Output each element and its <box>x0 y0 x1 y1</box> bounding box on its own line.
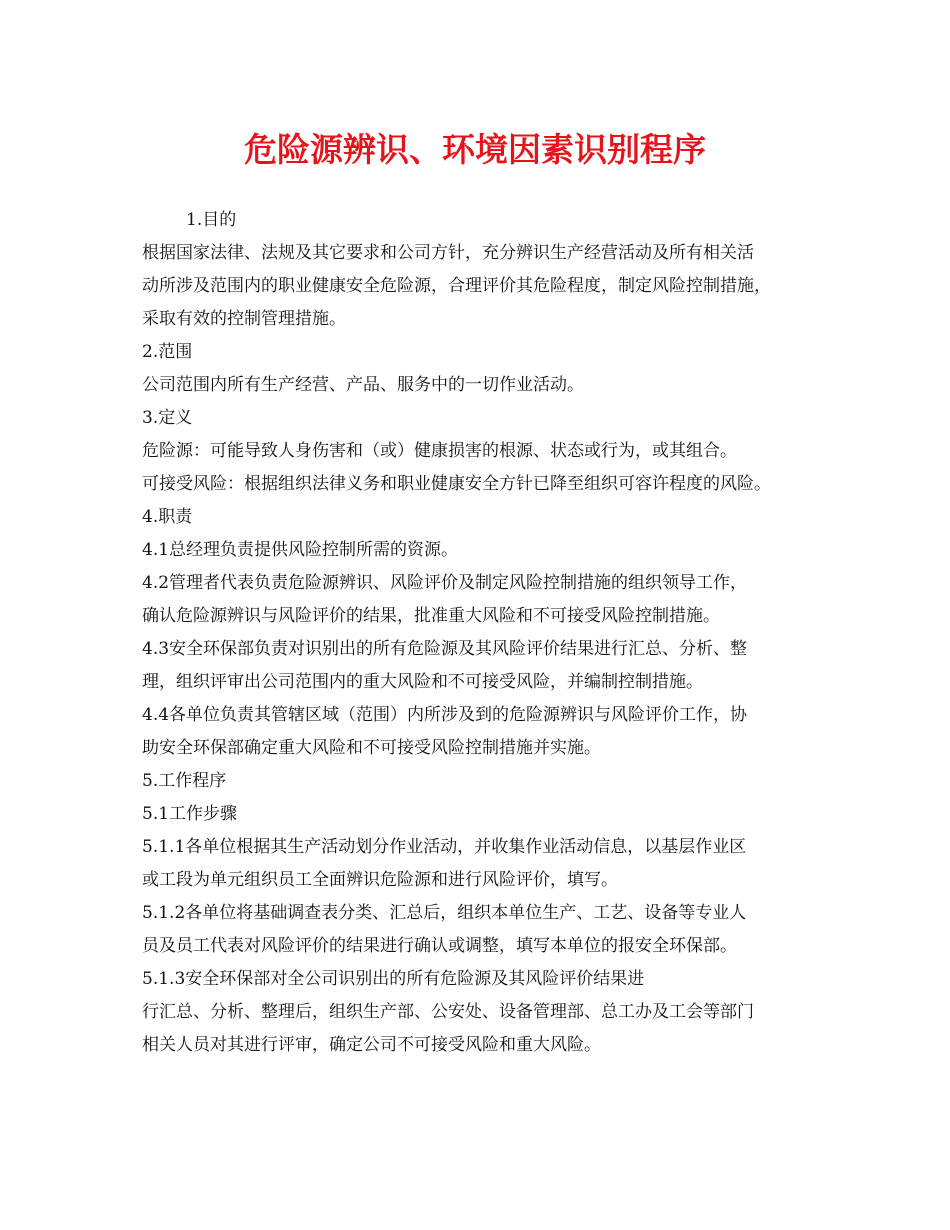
paragraph-line: 危险源：可能导致人身伤害和（或）健康损害的根源、状态或行为，或其组合。 <box>142 441 737 461</box>
paragraph-line: 相关人员对其进行评审，确定公司不可接受风险和重大风险。 <box>142 1035 601 1055</box>
section-heading-scope: 2.范围 <box>142 342 193 362</box>
paragraph-line: 根据国家法律、法规及其它要求和公司方针，充分辨识生产经营活动及所有相关活 <box>142 243 754 263</box>
paragraph-line: 4.1总经理负责提供风险控制所需的资源。 <box>142 540 459 560</box>
paragraph-line: 员及员工代表对风险评价的结果进行确认或调整，填写本单位的报安全环保部。 <box>142 936 737 956</box>
paragraph-line: 5.1.3安全环保部对全公司识别出的所有危险源及其风险评价结果进 <box>142 969 645 989</box>
paragraph-line: 动所涉及范围内的职业健康安全危险源，合理评价其危险程度，制定风险控制措施， <box>142 276 771 296</box>
section-heading-procedure: 5.工作程序 <box>142 771 227 791</box>
paragraph-line: 行汇总、分析、整理后，组织生产部、公安处、设备管理部、总工办及工会等部门 <box>142 1002 754 1022</box>
paragraph-line: 助安全环保部确定重大风险和不可接受风险控制措施并实施。 <box>142 738 601 758</box>
subsection-heading-steps: 5.1工作步骤 <box>142 804 238 824</box>
paragraph-line: 理，组织评审出公司范围内的重大风险和不可接受风险，并编制控制措施。 <box>142 672 703 692</box>
section-heading-purpose: 1.目的 <box>186 210 237 230</box>
paragraph-line: 确认危险源辨识与风险评价的结果，批准重大风险和不可接受风险控制措施。 <box>142 606 720 626</box>
paragraph-line: 4.4各单位负责其管辖区域（范围）内所涉及到的危险源辨识与风险评价工作，协 <box>142 705 748 725</box>
section-heading-responsibilities: 4.职责 <box>142 507 193 527</box>
paragraph-line: 4.2管理者代表负责危险源辨识、风险评价及制定风险控制措施的组织领导工作， <box>142 573 748 593</box>
paragraph-line: 或工段为单元组织员工全面辨识危险源和进行风险评价，填写。 <box>142 870 618 890</box>
document-body <box>142 204 822 1062</box>
paragraph-line: 公司范围内所有生产经营、产品、服务中的一切作业活动。 <box>142 375 584 395</box>
paragraph-line: 可接受风险：根据组织法律义务和职业健康安全方针已降至组织可容许程度的风险。 <box>142 474 771 494</box>
paragraph-line: 采取有效的控制管理措施。 <box>142 309 346 329</box>
section-heading-definitions: 3.定义 <box>142 408 193 428</box>
paragraph-line: 5.1.2各单位将基础调查表分类、汇总后，组织本单位生产、工艺、设备等专业人 <box>142 903 747 923</box>
paragraph-line: 4.3安全环保部负责对识别出的所有危险源及其风险评价结果进行汇总、分析、整 <box>142 639 748 659</box>
document-title: 危险源辨识、环境因素识别程序 <box>244 130 706 169</box>
paragraph-line: 5.1.1各单位根据其生产活动划分作业活动，并收集作业活动信息，以基层作业区 <box>142 837 747 857</box>
